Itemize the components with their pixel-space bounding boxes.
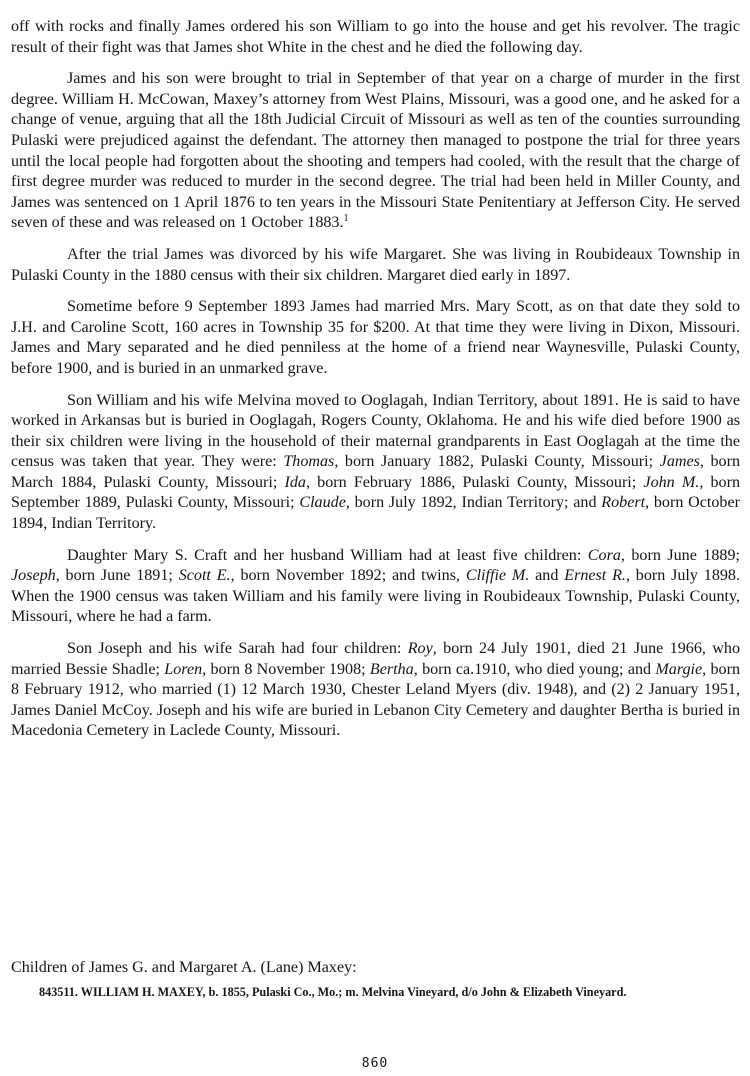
body-text (11, 17, 740, 753)
text-run: , born July 1892, Indian Territory; and (345, 494, 602, 512)
text-run: , born 8 February 1912, who married (1) 12 March 1930, Chester Leland Myers (div. 1948), and (2) 2 January 1951, James Daniel McCoy. Joseph and his wife are buried in Lebanon City Cemetery and daughter Bertha is buried in Macedonia Cemetery in Laclede County, Missouri. (11, 660, 741, 740)
text-run: , born 8 November 1908; (202, 660, 370, 678)
children-heading: Children of James G. and Margaret A. (Lane) Maxey: (11, 959, 357, 976)
paragraph (11, 546, 740, 628)
text-run: , born October 1894, Indian Territory. (11, 494, 740, 533)
italic-name: Roy (407, 640, 433, 658)
text-run: , born June 1889; (620, 546, 740, 564)
text-run: off with rocks and finally James ordered his son William to go into the house and get his revolver. The tragic result of their fight was that James shot White in the chest and he died the following day. (11, 18, 740, 56)
italic-name: Scott E. (178, 567, 231, 585)
paragraph (11, 639, 740, 742)
text-run: , born June 1891; (55, 567, 179, 585)
italic-name: Joseph (11, 567, 56, 585)
italic-name: John M. (643, 473, 700, 491)
italic-name: Bertha (369, 660, 414, 678)
italic-name: Loren (164, 660, 203, 678)
text-run: James and his son were brought to trial in September of that year on a charge of murder in the first degree. William H. McCowan, Maxey’s attorney from West Plains, Missouri, was a good one, and he asked for a change of venue, arguing that all the 18th Judicial Circuit of Missouri as well as ten of the counties surrounding Pulaski were prejudiced against the defendant. The attorney then managed to postpone the trial for three years until the local people had forgotten about the shooting and tempers had cooled, with the result that the charge of first degree murder was reduced to murder in the second degree. The trial had been held in Miller County, and James was sentenced on 1 April 1876 to ten years in the Missouri State Penitentiary at Jefferson City. He served seven of these and was released on 1 October 1883. (11, 70, 740, 232)
text-run: After the trial James was divorced by his wife Margaret. She was living in Roubideaux Township in Pulaski County in the 1880 census with their six children. Margaret died early in 1897. (11, 245, 740, 284)
paragraph (11, 245, 740, 286)
text-run: , born July 1898. When the 1900 census was taken William and his family were living in Roubideaux Township, Pulaski County, Missouri, where he had a farm. (11, 567, 740, 626)
text-run: , born September 1889, Pulaski County, Missouri; (11, 473, 740, 512)
text-run: , born March 1884, Pulaski County, Missouri; (11, 453, 740, 491)
italic-name: Ernest R. (564, 567, 626, 585)
italic-name: Margie (655, 660, 703, 678)
paragraph (11, 69, 740, 234)
paragraph (11, 391, 740, 535)
child-entry: 843511. WILLIAM H. MAXEY, b. 1855, Pulaski Co., Mo.; m. Melvina Vineyard, d/o John & Elizabeth Vineyard. (39, 985, 627, 999)
paragraph (11, 17, 740, 58)
page-number: 860 (361, 1056, 389, 1071)
text-run: , born January 1882, Pulaski County, Missouri; (334, 453, 660, 471)
italic-name: Ida (284, 473, 306, 491)
italic-name: Robert (601, 494, 646, 512)
italic-name: Cora (587, 546, 621, 564)
text-run: Sometime before 9 September 1893 James had married Mrs. Mary Scott, as on that date they sold to J.H. and Caroline Scott, 160 acres in Township 35 for $200. At that time they were living in Dixon, Missouri. James and Mary separated and he died penniless at the home of a friend near Waynesville, Pulaski County, before 1900, and is buried in an unmarked grave. (11, 298, 740, 377)
text-run: Son William and his wife Melvina moved to Ooglagah, Indian Territory, about 1891. He is said to have worked in Arkansas but is buried in Ooglagah, Rogers County, Oklahoma. He and his wife died before 1900 as their six children were living in the household of their maternal grandparents in East Ooglagah at the time the census was taken that year. They were: (11, 391, 740, 471)
footnote-marker: 1 (343, 213, 349, 225)
italic-name: Cliffie M. (465, 567, 530, 585)
text-run: and (529, 567, 565, 585)
paragraph (11, 297, 740, 379)
italic-name: Thomas (283, 453, 335, 471)
text-run: Daughter Mary S. Craft and her husband William had at least five children: (67, 546, 588, 564)
text-run: Son Joseph and his wife Sarah had four children: (67, 640, 408, 658)
text-run: , born February 1886, Pulaski County, Missouri; (305, 473, 644, 491)
italic-name: Claude (299, 494, 346, 512)
text-run: , born ca.1910, who died young; and (413, 660, 656, 678)
text-run: , born November 1892; and twins, (230, 567, 466, 585)
text-run: , born 24 July 1901, died 21 June 1966, who married Bessie Shadle; (11, 640, 740, 678)
italic-name: James (659, 453, 700, 471)
